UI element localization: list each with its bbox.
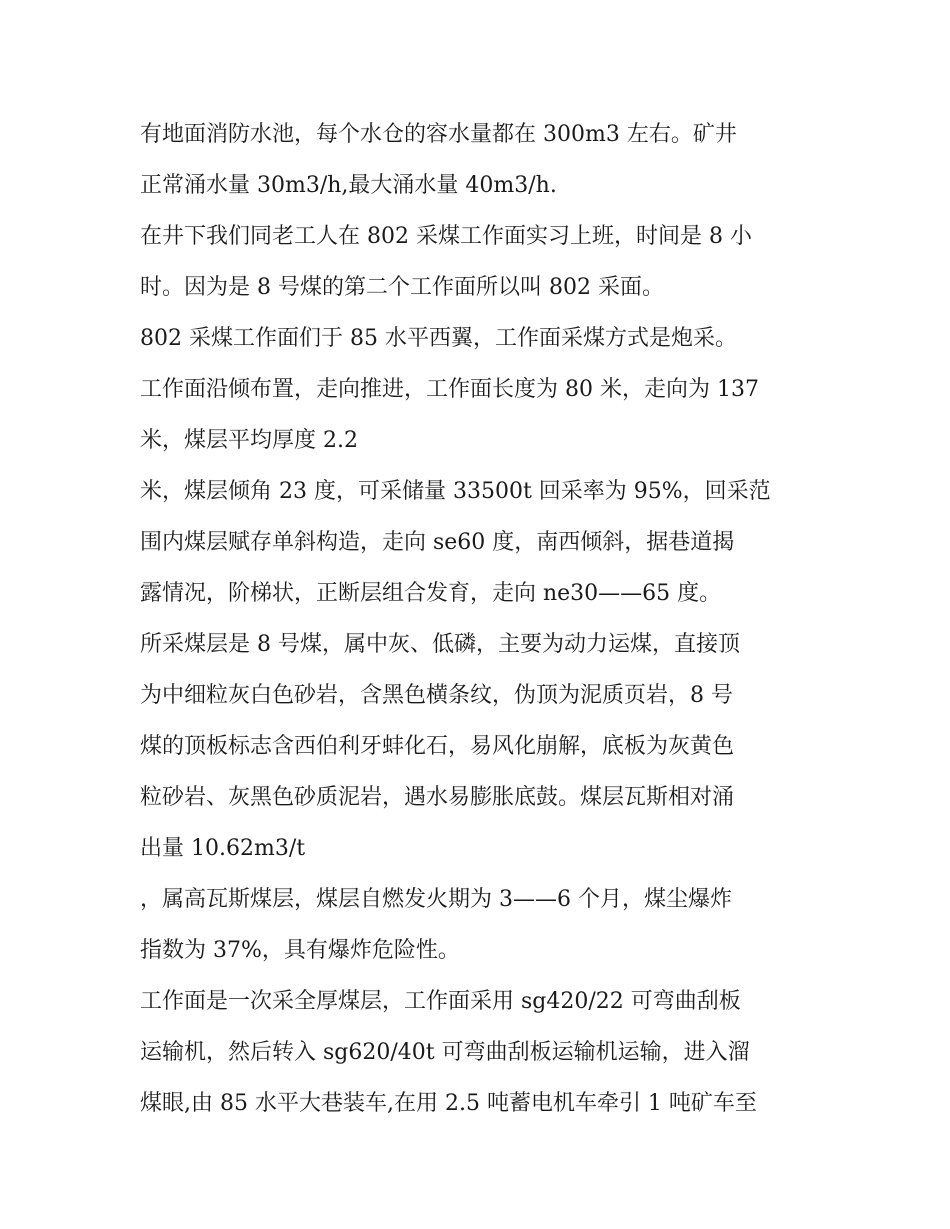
text-line: 露情况，阶梯状，正断层组合发育，走向 ne30——65 度。	[140, 581, 722, 606]
text-line: 有地面消防水池，每个水仓的容水量都在 300m3 左右。矿井	[140, 122, 737, 147]
text-line: 正常涌水量 30m3/h,最大涌水量 40m3/h.	[140, 173, 557, 198]
text-line: 运输机，然后转入 sg620/40t 可弯曲刮板运输机运输，进入溜	[140, 1040, 750, 1065]
text-line: 出量 10.62m3/t	[140, 836, 306, 861]
text-line: 指数为 37%，具有爆炸危险性。	[140, 938, 460, 963]
text-line: 工作面是一次采全厚煤层，工作面采用 sg420/22 可弯曲刮板	[140, 989, 741, 1014]
body-text	[140, 109, 820, 1129]
text-line: 802 采煤工作面们于 85 水平西翼，工作面采煤方式是炮采。	[140, 326, 737, 351]
text-line: 米，煤层倾角 23 度，可采储量 33500t 回采率为 95%，回采范	[140, 479, 771, 504]
text-line: 煤的顶板标志含西伯利牙蚌化石，易风化崩解，底板为灰黄色	[140, 734, 735, 759]
text-line: 米，煤层平均厚度 2.2	[140, 428, 358, 453]
text-line: 所采煤层是 8 号煤，属中灰、低磷，主要为动力运煤，直接顶	[140, 632, 740, 657]
text-line: 工作面沿倾布置，走向推进，工作面长度为 80 米，走向为 137	[140, 377, 759, 402]
text-line: 在井下我们同老工人在 802 采煤工作面实习上班，时间是 8 小	[140, 224, 752, 249]
text-line: 时。因为是 8 号煤的第二个工作面所以叫 802 采面。	[140, 275, 664, 300]
text-line: 粒砂岩、灰黑色砂质泥岩，遇水易膨胀底鼓。煤层瓦斯相对涌	[140, 785, 735, 810]
text-line: ，属高瓦斯煤层，煤层自燃发火期为 3——6 个月，煤尘爆炸	[140, 887, 732, 912]
text-line: 为中细粒灰白色砂岩，含黑色横条纹，伪顶为泥质页岩，8 号	[140, 683, 733, 708]
text-line: 煤眼,由 85 水平大巷装车,在用 2.5 吨蓄电机车牵引 1 吨矿车至	[140, 1091, 757, 1116]
text-line: 围内煤层赋存单斜构造，走向 se60 度，南西倾斜，据巷道揭	[140, 530, 735, 555]
